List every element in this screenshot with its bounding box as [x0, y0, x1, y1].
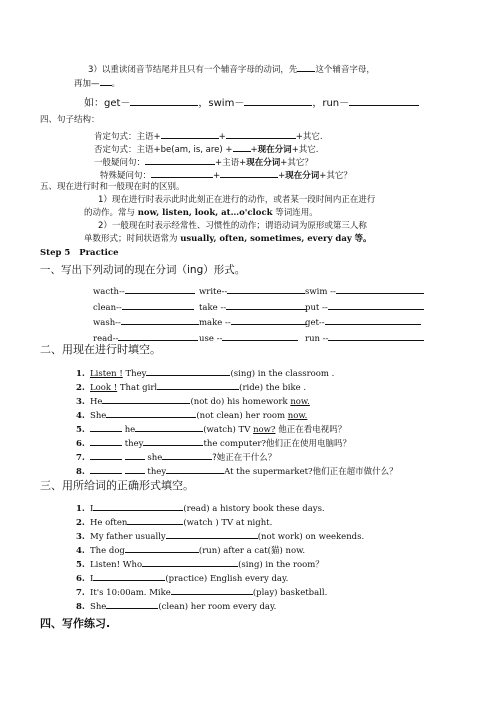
- answer-blank[interactable]: [162, 450, 212, 460]
- answer-blank[interactable]: [227, 284, 305, 294]
- blank[interactable]: [100, 76, 112, 86]
- q-end: +主语+: [215, 158, 247, 168]
- rule3-line2: [74, 76, 120, 90]
- neg-end: +其它.: [291, 145, 319, 155]
- answer-blank[interactable]: [157, 380, 239, 390]
- pp-label: 现在分词: [257, 145, 292, 155]
- ex2-item: 8. they At the supermarket?他们正在超市做什么？: [76, 464, 398, 478]
- answer-blank[interactable]: [135, 422, 203, 432]
- answer-blank[interactable]: [142, 557, 238, 567]
- ex2-heading: 二、用现在进行时填空。: [40, 343, 161, 356]
- answer-blank[interactable]: [102, 394, 190, 404]
- answer-blank[interactable]: [328, 331, 424, 341]
- ex1-row: wash-- make -- get--: [93, 315, 445, 331]
- answer-blank[interactable]: [90, 450, 122, 460]
- section5-p2a: 2）一般现在时表示经常性、习惯性的动作；谓语动词为原形或第三人称: [98, 221, 367, 231]
- examples-label: 如：: [84, 98, 104, 109]
- example-run: ，run－: [312, 98, 350, 109]
- ex2-item: 3. He (not do) his homework now.: [76, 394, 310, 408]
- writing-heading: 四、写作练习.: [40, 617, 111, 630]
- answer-blank[interactable]: [93, 501, 183, 511]
- step-title: Practice: [79, 248, 119, 258]
- answer-blank[interactable]: [328, 300, 424, 310]
- answer-blank[interactable]: [171, 585, 253, 595]
- section5-p1b: 的动作。常与 now, listen, look, at…o'clock 等词连用。: [84, 208, 318, 218]
- answer-blank[interactable]: [125, 284, 195, 294]
- blank[interactable]: [297, 62, 315, 72]
- neg-line: 否定句式：主语+be(am, is, are) + +现在分词+其它.: [94, 142, 319, 156]
- affirm-line: 肯定句式：主语+ + +其它.: [94, 129, 323, 143]
- section5-p1a: 1）现在进行时表示此时此刻正在进行的动作，或者某一段时间内正在进行: [98, 195, 376, 205]
- keywords: now, listen, look, at…o'clock: [137, 208, 273, 218]
- ex2-item: 2. Look ! That girl (ride) the bike .: [76, 380, 306, 394]
- ex2-item: 7. she ?她正在干什么？: [76, 450, 276, 464]
- rule3-line: [88, 62, 375, 76]
- affirm-end: +其它.: [295, 132, 323, 142]
- ex3-heading: 三、用所给词的正确形式填空。: [40, 479, 194, 492]
- example-swim: ，swim－: [198, 98, 245, 109]
- ex2-item: 5. he (watch) TV now? 他正在看电视吗？: [76, 422, 346, 436]
- keywords: usually, often, sometimes, every day: [180, 234, 352, 244]
- section5-p2b: 单数形式；时间状语常为 usually, often, sometimes, every day 等。: [84, 234, 372, 244]
- blank[interactable]: [349, 96, 419, 106]
- blank[interactable]: [130, 96, 198, 106]
- section5-heading: 五、现在进行时和一般现在时的区别。: [40, 182, 185, 192]
- ex1-heading: 一、写出下列动词的现在分词（ing）形式。: [40, 264, 246, 276]
- answer-blank[interactable]: [222, 331, 298, 341]
- answer-blank[interactable]: [143, 436, 203, 446]
- answer-blank[interactable]: [325, 315, 421, 325]
- answer-blank[interactable]: [118, 331, 198, 341]
- pp-label: 现在分词: [246, 158, 281, 168]
- answer-blank[interactable]: [93, 571, 165, 581]
- q-end2: +其它？: [280, 158, 313, 168]
- answer-blank[interactable]: [226, 300, 306, 310]
- answer-blank[interactable]: [90, 436, 122, 446]
- blank[interactable]: [161, 129, 219, 139]
- question-line: [94, 155, 313, 169]
- blank[interactable]: [233, 142, 251, 152]
- ex3-item: 2. He often (watch ) TV at night.: [76, 515, 272, 529]
- wh-end: +其它？: [319, 171, 352, 181]
- blank[interactable]: [220, 168, 278, 178]
- ex2-item: 4. She (not clean) her room now.: [76, 408, 307, 422]
- answer-blank[interactable]: [106, 599, 158, 609]
- ex1-row: read-- use -- run --: [93, 331, 445, 347]
- step5-heading: [40, 248, 118, 259]
- answer-blank[interactable]: [336, 284, 424, 294]
- ex3-item: 1. I (read) a history book these days.: [76, 501, 325, 515]
- ex3-item: 8. She (clean) her room every day.: [76, 599, 276, 613]
- answer-blank[interactable]: [122, 300, 194, 310]
- q-label: 一般疑问句：: [94, 158, 146, 168]
- ex3-item: 7. It's 10:00am. Mike (play) basketball.: [76, 585, 327, 599]
- answer-blank[interactable]: [90, 422, 122, 432]
- ex2-item: 6. they the computer?他们正在使用电脑吗？: [76, 436, 351, 450]
- neg-label: 否定句式：主语+be(am, is, are): [94, 145, 223, 155]
- answer-blank[interactable]: [121, 315, 199, 325]
- rule3-end: 再加—: [74, 79, 100, 89]
- blank[interactable]: [226, 129, 296, 139]
- ex3-item: 4. The dog (run) after a cat(猫) now.: [76, 543, 305, 557]
- blank[interactable]: [145, 155, 215, 165]
- answer-blank[interactable]: [166, 464, 224, 474]
- examples-line: [84, 96, 419, 109]
- answer-blank[interactable]: [125, 464, 145, 474]
- section4-heading: 四、句子结构：: [40, 115, 100, 125]
- affirm-label: 肯定句式：主语+: [94, 132, 161, 142]
- example-get: get－: [104, 98, 131, 109]
- ex1-row: wacth-- write-- swim --: [93, 284, 445, 300]
- answer-blank[interactable]: [125, 450, 145, 460]
- wh-label: 特殊疑问句：: [100, 171, 152, 181]
- answer-blank[interactable]: [127, 515, 183, 525]
- step-label: Step 5: [40, 248, 71, 258]
- wh-line: 特殊疑问句： + +现在分词+其它？: [100, 168, 352, 182]
- ex3-item: 3. My father usually (not work) on weekends.: [76, 529, 364, 543]
- answer-blank[interactable]: [231, 315, 307, 325]
- ex3-item: 5. Listen! Who (sing) in the room？: [76, 557, 324, 571]
- rule3-period: 。: [111, 79, 121, 89]
- answer-blank[interactable]: [166, 529, 258, 539]
- answer-blank[interactable]: [125, 543, 199, 553]
- blank[interactable]: [151, 168, 213, 178]
- ex3-item: 6. I (practice) English every day.: [76, 571, 288, 585]
- ex1-grid: [93, 284, 445, 346]
- pp-label: 现在分词: [285, 171, 320, 181]
- ex2-item: 1. Listen ! They (sing) in the classroom .: [76, 366, 334, 380]
- rule3-text: 3）以重读闭音节结尾并且只有一个辅音字母的动词，先: [88, 65, 298, 75]
- answer-blank[interactable]: [146, 366, 230, 376]
- answer-blank[interactable]: [90, 464, 122, 474]
- rule3-mid: 这个辅音字母，: [315, 65, 375, 75]
- blank[interactable]: [244, 96, 312, 106]
- ex1-row: clean-- take -- put --: [93, 300, 445, 316]
- answer-blank[interactable]: [106, 408, 196, 418]
